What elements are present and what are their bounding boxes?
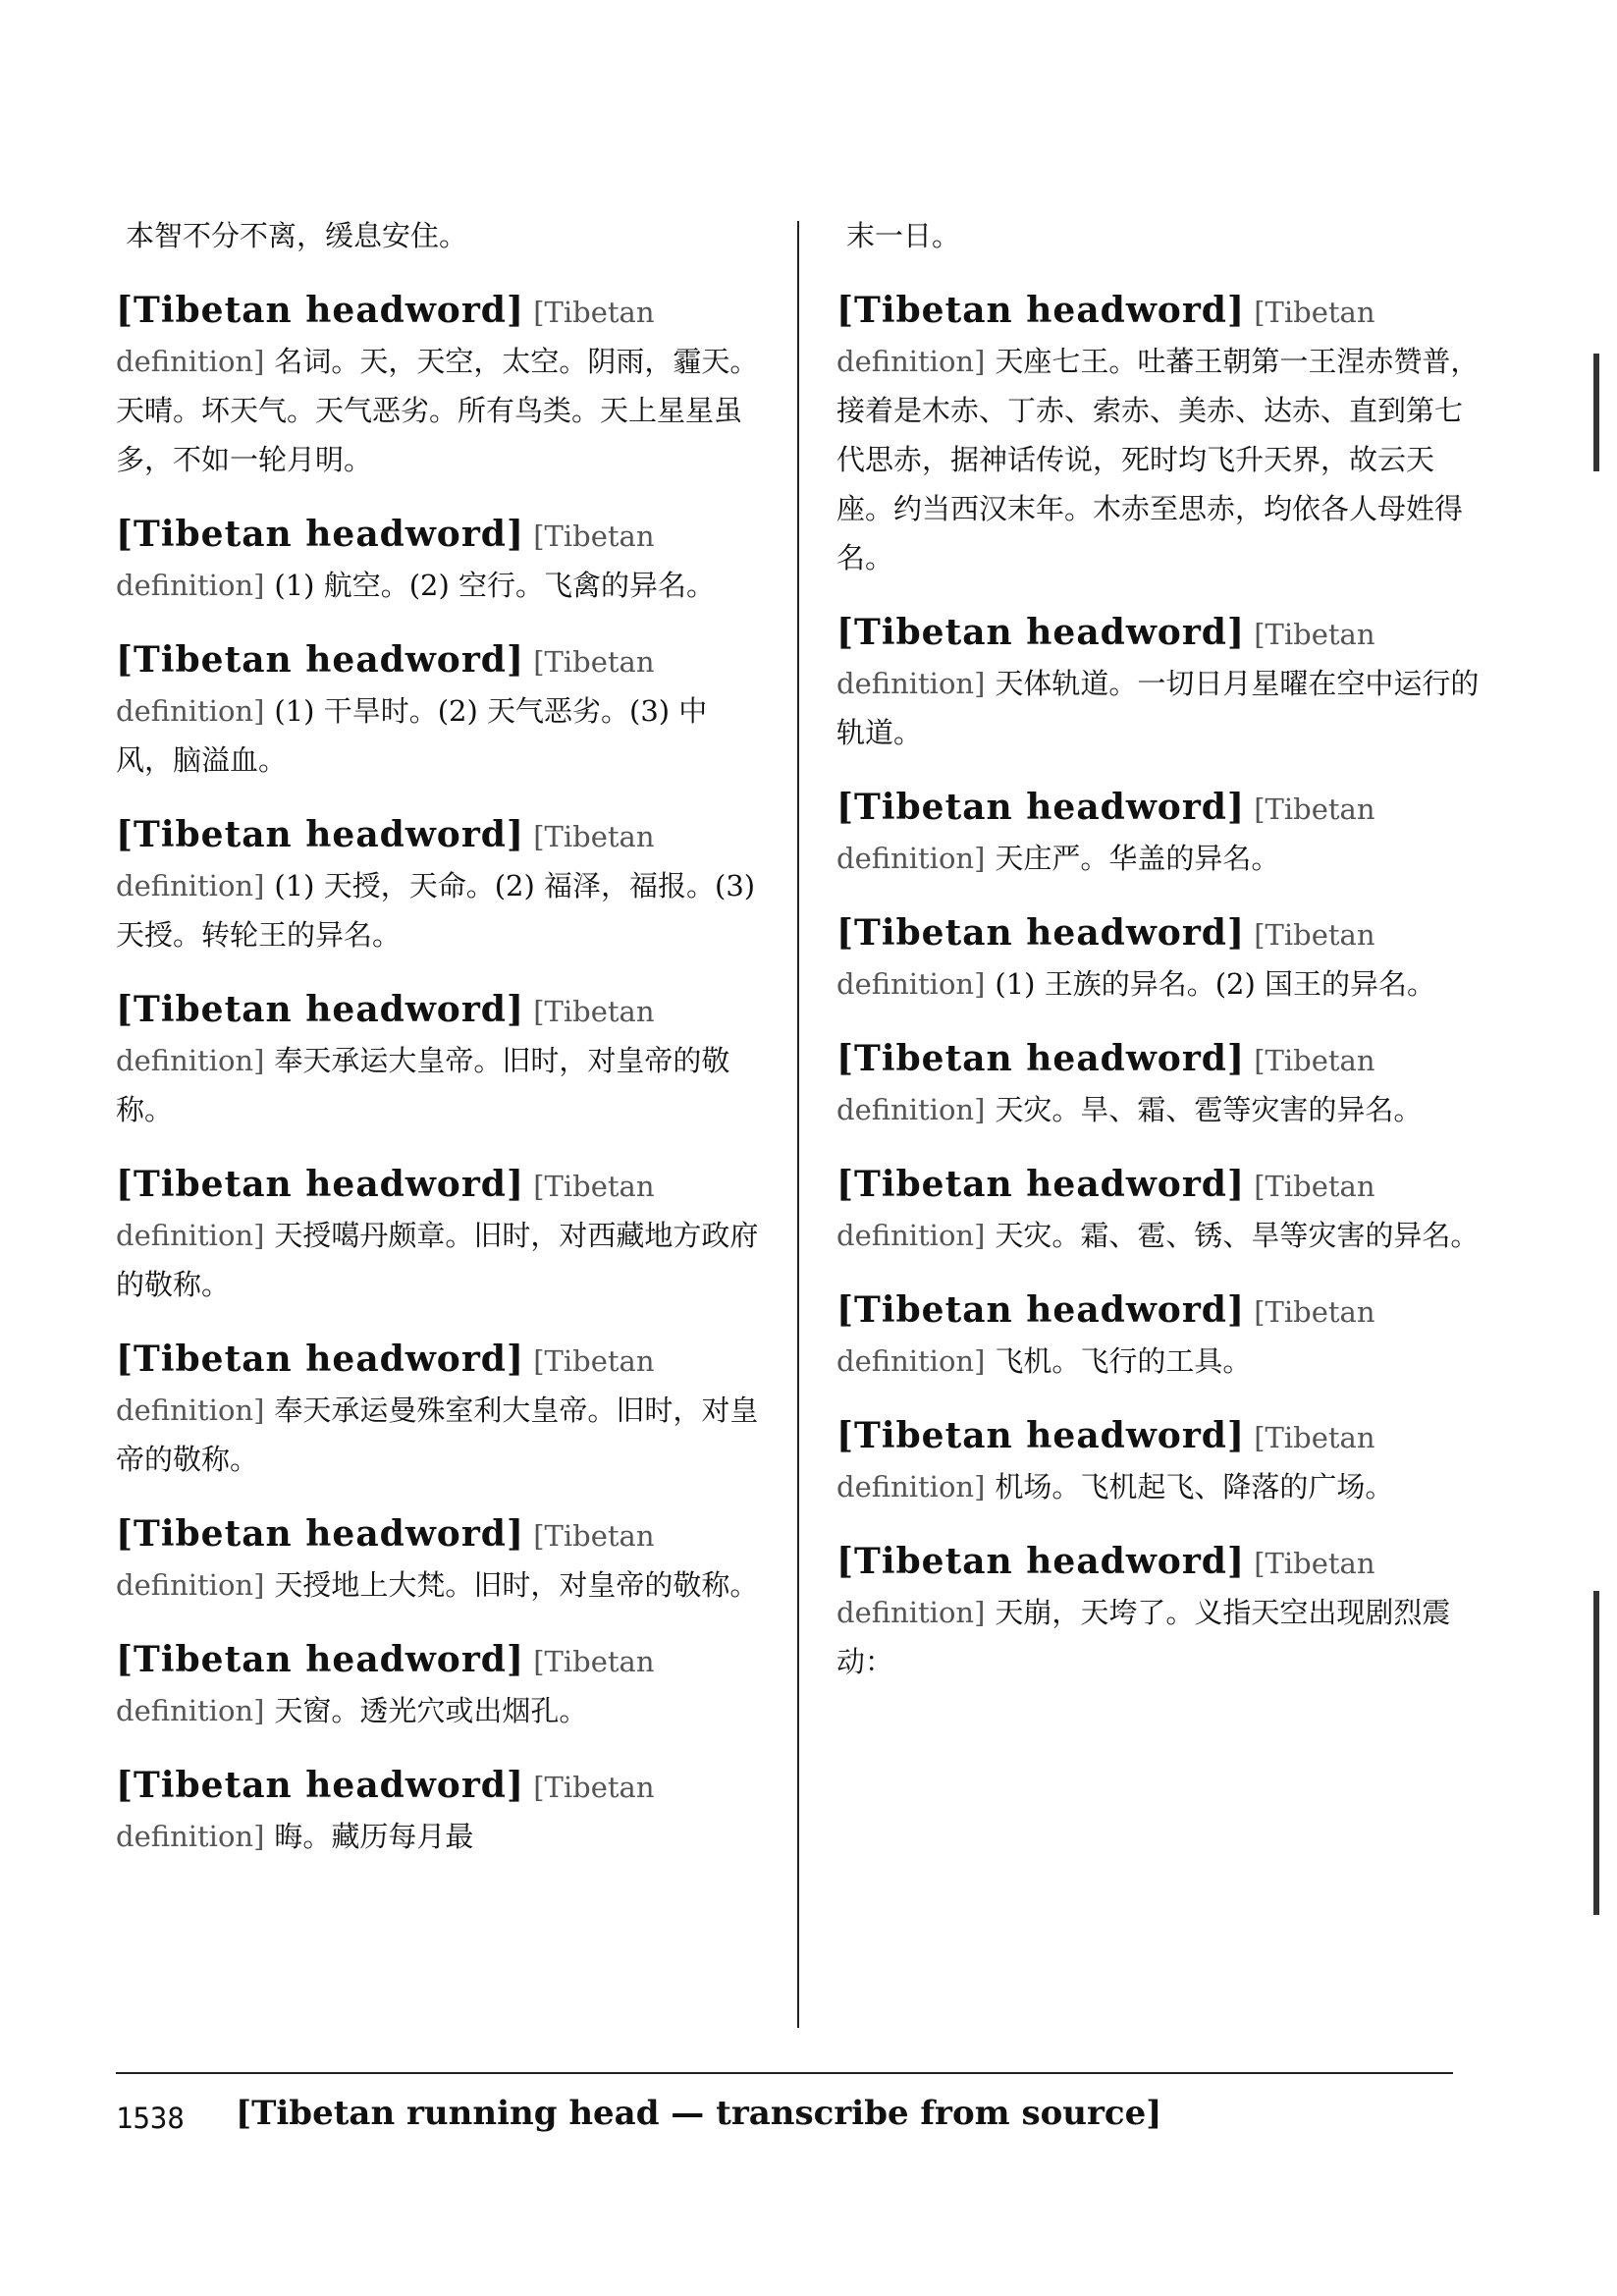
entry-headword: [Tibetan headword]	[116, 639, 524, 681]
dictionary-entry	[836, 286, 1484, 582]
entry-tibetan-definition: [Tibetan definition]	[116, 519, 655, 602]
dictionary-entry	[116, 510, 764, 610]
dictionary-entry	[116, 1160, 764, 1309]
entry-chinese-gloss: 天灾。旱、霜、雹等灾害的异名。	[995, 1093, 1423, 1126]
dictionary-entry	[116, 635, 764, 785]
entry-headword: [Tibetan headword]	[836, 787, 1245, 828]
margin-mark	[1593, 1591, 1599, 1915]
entry-headword: [Tibetan headword]	[116, 1339, 524, 1380]
entry-tibetan-definition: [Tibetan definition]	[836, 793, 1375, 875]
entry-chinese-gloss: 天崩，天垮了。义指天空出现剧烈震动：	[836, 1596, 1451, 1678]
entry-tibetan-definition: [Tibetan definition]	[116, 1170, 655, 1252]
entry-tibetan-definition: [Tibetan definition]	[116, 296, 655, 378]
entry-chinese-gloss: 本智不分不离，缓息安住。	[126, 219, 468, 252]
left-column	[116, 211, 764, 1886]
footer-rule	[116, 2072, 1453, 2074]
entry-chinese-gloss: (1) 航空。(2) 空行。飞禽的异名。	[274, 569, 716, 602]
dictionary-entry	[116, 1761, 764, 1861]
entry-tibetan-definition: [Tibetan definition]	[116, 1344, 655, 1427]
entry-headword: [Tibetan headword]	[836, 612, 1245, 653]
entry-tibetan-definition: [Tibetan definition]	[116, 1519, 655, 1602]
entry-headword: [Tibetan headword]	[836, 1038, 1245, 1079]
margin-mark	[1593, 354, 1599, 471]
entry-headword: [Tibetan headword]	[116, 989, 524, 1030]
dictionary-entry	[836, 1034, 1484, 1134]
dictionary-entry	[836, 1411, 1484, 1511]
entry-chinese-gloss: (1) 王族的异名。(2) 国王的异名。	[995, 967, 1436, 1001]
entry-chinese-gloss: 奉天承运大皇帝。旧时，对皇帝的敬称。	[116, 1044, 730, 1126]
entry-tibetan-definition: [Tibetan definition]	[836, 1421, 1375, 1503]
entry-chinese-gloss: 飞机。飞行的工具。	[995, 1344, 1252, 1378]
entry-chinese-gloss: 天座七王。吐蕃王朝第一王涅赤赞普，接着是木赤、丁赤、索赤、美赤、达赤、直到第七代思赤，据神话传说，死时均飞升天界，故云天座。约当西汉末年。木赤至思赤，均依各人母姓得名。	[836, 345, 1480, 574]
entry-headword: [Tibetan headword]	[116, 1765, 524, 1806]
entry-tibetan-definition: [Tibetan definition]	[116, 1771, 655, 1853]
entry-chinese-gloss: 名词。天，天空，太空。阴雨，霾天。天晴。坏天气。天气恶劣。所有鸟类。天上星星虽多，不如一轮月明。	[116, 345, 759, 476]
entry-headword: [Tibetan headword]	[116, 814, 524, 855]
dictionary-entry	[836, 783, 1484, 883]
entry-chinese-gloss: 末一日。	[846, 219, 961, 252]
dictionary-entry	[116, 985, 764, 1134]
entry-tibetan-definition: [Tibetan definition]	[116, 1645, 655, 1727]
dictionary-entry	[116, 211, 764, 260]
entry-headword: [Tibetan headword]	[836, 1541, 1245, 1582]
entry-chinese-gloss: 机场。飞机起飞、降落的广场。	[995, 1470, 1394, 1503]
entry-chinese-gloss: 天授噶丹颇章。旧时，对西藏地方政府的敬称。	[116, 1219, 759, 1301]
entry-headword: [Tibetan headword]	[836, 1164, 1245, 1205]
entry-tibetan-definition: [Tibetan definition]	[836, 1295, 1375, 1378]
dictionary-entry	[116, 1635, 764, 1735]
entry-headword: [Tibetan headword]	[836, 912, 1245, 954]
entry-headword: [Tibetan headword]	[116, 1164, 524, 1205]
entry-tibetan-definition: [Tibetan definition]	[836, 618, 1375, 700]
dictionary-entry	[116, 1509, 764, 1610]
entry-tibetan-definition: [Tibetan definition]	[116, 645, 655, 728]
entry-tibetan-definition: [Tibetan definition]	[836, 1170, 1375, 1252]
entry-tibetan-definition: [Tibetan definition]	[836, 1547, 1375, 1629]
dictionary-entry	[836, 608, 1484, 757]
dictionary-entry	[836, 1160, 1484, 1260]
entry-headword: [Tibetan headword]	[116, 1639, 524, 1680]
column-divider	[797, 221, 799, 2028]
entry-tibetan-definition: [Tibetan definition]	[836, 918, 1375, 1001]
entry-chinese-gloss: 奉天承运曼殊室利大皇帝。旧时，对皇帝的敬称。	[116, 1394, 759, 1476]
dictionary-entry	[836, 211, 1484, 260]
running-head: [Tibetan running head — transcribe from source]	[236, 2094, 1162, 2133]
entry-chinese-gloss: 晦。藏历每月最	[274, 1820, 474, 1853]
entry-tibetan-definition: [Tibetan definition]	[116, 995, 655, 1077]
dictionary-entry	[836, 1537, 1484, 1686]
entry-chinese-gloss: (1) 干旱时。(2) 天气恶劣。(3) 中风，脑溢血。	[116, 694, 708, 777]
entry-chinese-gloss: 天体轨道。一切日月星曜在空中运行的轨道。	[836, 667, 1480, 749]
dictionary-entry	[836, 908, 1484, 1009]
entry-headword: [Tibetan headword]	[836, 290, 1245, 331]
entry-chinese-gloss: 天庄严。华盖的异名。	[995, 842, 1280, 875]
entry-tibetan-definition: [Tibetan definition]	[836, 1044, 1375, 1126]
entry-tibetan-definition: [Tibetan definition]	[836, 296, 1375, 378]
right-column	[836, 211, 1484, 1712]
dictionary-entry	[116, 1335, 764, 1484]
entry-headword: [Tibetan headword]	[116, 290, 524, 331]
entry-chinese-gloss: 天授地上大梵。旧时，对皇帝的敬称。	[274, 1568, 759, 1602]
entry-headword: [Tibetan headword]	[116, 1513, 524, 1555]
entry-tibetan-definition: [Tibetan definition]	[116, 820, 655, 902]
entry-headword: [Tibetan headword]	[836, 1289, 1245, 1331]
entry-chinese-gloss: 天灾。霜、雹、锈、旱等灾害的异名。	[995, 1219, 1480, 1252]
entry-chinese-gloss: 天窗。透光穴或出烟孔。	[274, 1694, 588, 1727]
dictionary-entry	[116, 810, 764, 959]
entry-headword: [Tibetan headword]	[836, 1415, 1245, 1456]
dictionary-entry	[116, 286, 764, 484]
entry-headword: [Tibetan headword]	[116, 514, 524, 555]
page-number: 1538	[116, 2102, 185, 2135]
entry-chinese-gloss: (1) 天授，天命。(2) 福泽，福报。(3) 天授。转轮王的异名。	[116, 869, 756, 952]
dictionary-entry	[836, 1285, 1484, 1386]
